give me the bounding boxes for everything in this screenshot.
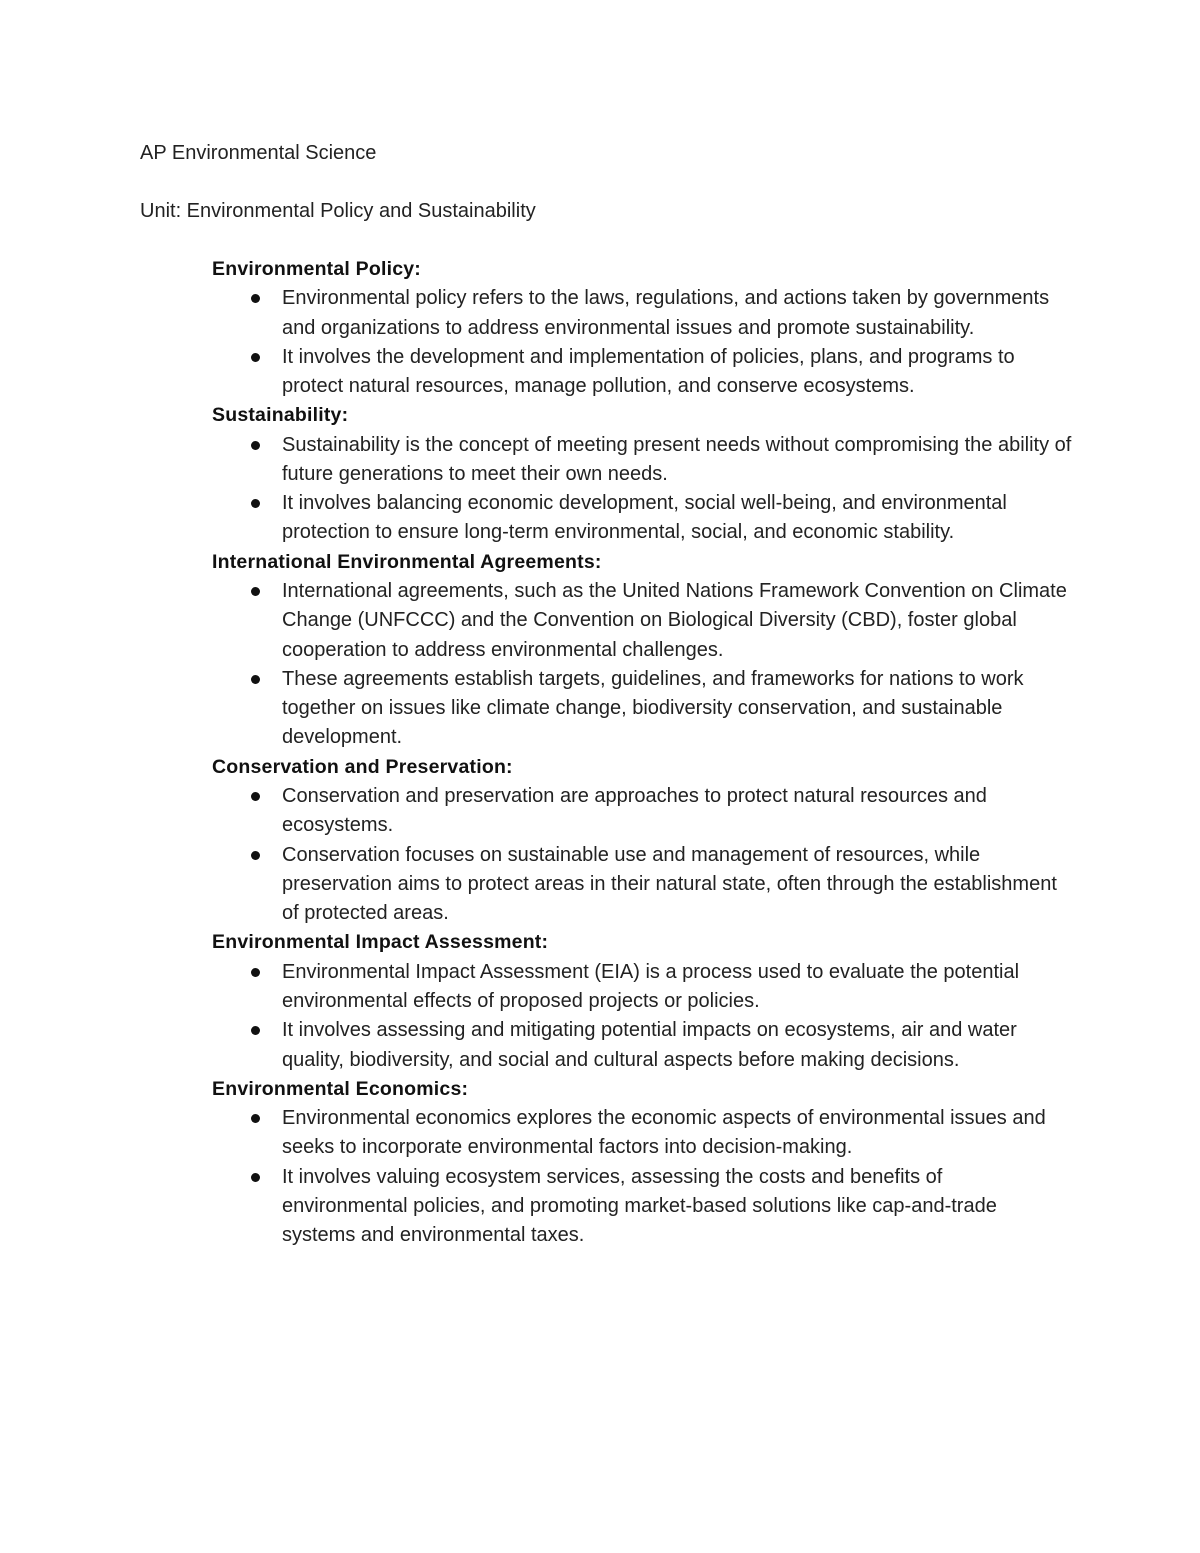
bullet-icon [251,675,260,684]
bullet-icon [251,792,260,801]
section-heading: Environmental Policy: [212,258,421,280]
bullet-text: It involves assessing and mitigating potential impacts on ecosystems, air and water quality, biodiversity, and social and cultural aspects before making decisions. [282,1019,1017,1071]
bullet-icon [251,587,260,596]
section-heading: Environmental Impact Assessment: [212,931,549,954]
list-item [212,958,1072,1017]
bullet-list [212,577,1072,753]
bullet-icon [251,851,260,860]
bullet-list [212,958,1072,1075]
bullet-icon [251,1173,260,1182]
bullet-list [212,431,1072,548]
list-item [212,1163,1072,1251]
bullet-icon [251,353,260,362]
section-heading: Conservation and Preservation: [212,755,513,778]
list-item [212,343,1072,402]
bullet-text: These agreements establish targets, guidelines, and frameworks for nations to work together on issues like climate change, biodiversity conservation, and sustainable development. [282,667,1024,749]
list-item [212,1104,1072,1163]
bullet-icon [251,499,260,508]
bullet-list [212,284,1072,401]
bullet-text: It involves valuing ecosystem services, assessing the costs and benefits of environmental policies, and promoting market-based solutions like cap-and-trade systems and environmental taxes. [282,1165,997,1247]
bullet-text: Environmental Impact Assessment (EIA) is a process used to evaluate the potential environmental effects of proposed projects or policies. [282,960,1020,1012]
list-item [212,489,1072,548]
list-item [212,782,1072,841]
section-impact-assessment [212,928,1072,1074]
section-conservation-preservation [212,753,1072,929]
bullet-text: Sustainability is the concept of meeting present needs without compromising the ability of future generations to meet their own needs. [282,433,1072,485]
section-sustainability [212,401,1072,547]
bullet-icon [251,968,260,977]
bullet-text: It involves balancing economic development, social well-being, and environmental protection to ensure long-term environmental, social, and economic stability. [282,492,1007,544]
bullet-text: International agreements, such as the United Nations Framework Convention on Climate Change (UNFCCC) and the Convention on Biological Diversity (CBD), foster global cooperation to address environmental challenges. [282,579,1067,661]
section-heading: International Environmental Agreements: [212,550,602,573]
bullet-text: Conservation focuses on sustainable use and management of resources, while preservation aims to protect areas in their natural state, often through the establishment of protected areas. [282,843,1057,925]
bullet-list [212,1104,1072,1250]
bullet-icon [251,1114,260,1123]
section-environmental-policy [212,255,1072,401]
list-item [212,577,1072,665]
list-item [212,284,1072,343]
section-environmental-economics [212,1075,1072,1251]
notes-content [212,255,1072,1251]
section-heading: Environmental Economics: [212,1077,469,1100]
list-item [212,1016,1072,1075]
section-international-agreements [212,548,1072,753]
bullet-icon [251,441,260,450]
bullet-text: It involves the development and implementation of policies, plans, and programs to protect natural resources, manage pollution, and conserve ecosystems. [282,345,1015,398]
bullet-text: Conservation and preservation are approaches to protect natural resources and ecosystems. [282,784,987,837]
bullet-icon [251,1026,260,1035]
bullet-text: Environmental policy refers to the laws, regulations, and actions taken by governments and organizations to address environmental issues and promote sustainability. [282,287,1050,339]
document-title: AP Environmental Science [140,142,377,164]
bullet-icon [251,294,260,303]
document-unit: Unit: Environmental Policy and Sustainability [140,200,536,222]
bullet-list [212,782,1072,928]
list-item [212,841,1072,929]
list-item [212,665,1072,753]
section-heading: Sustainability: [212,404,349,427]
bullet-text: Environmental economics explores the economic aspects of environmental issues and seeks to incorporate environmental factors into decision-making. [282,1107,1046,1159]
list-item [212,431,1072,490]
